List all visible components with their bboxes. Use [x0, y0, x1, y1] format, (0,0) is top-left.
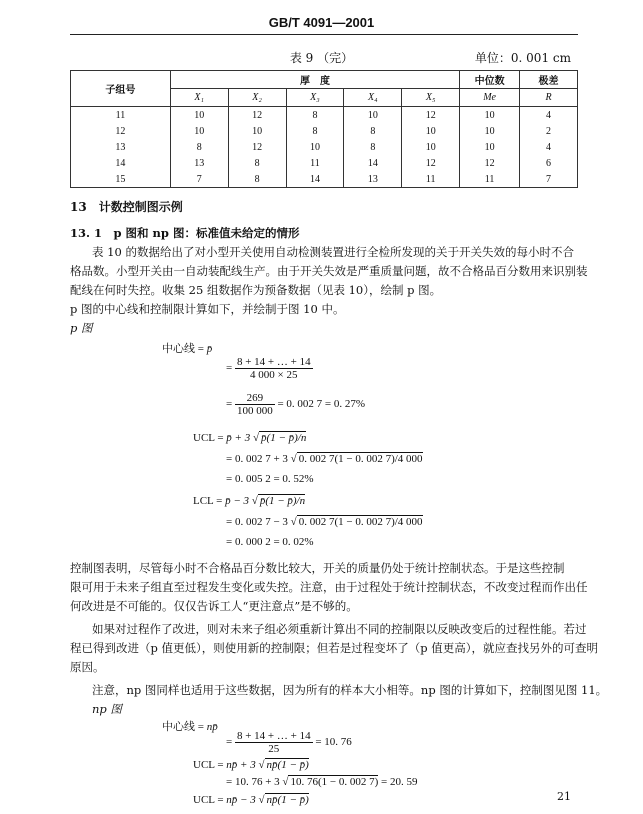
- header-x5: X₅: [402, 89, 460, 107]
- table-cell: 8: [344, 139, 402, 155]
- page-header: GB/T 4091—2001: [268, 15, 375, 30]
- para4-line3: 原因。: [70, 660, 105, 674]
- p-lcl-formula-row: LCL = p̄ − 3 √ p̄(1 − p̄)/n: [193, 495, 306, 507]
- table-cell: 8: [344, 123, 402, 139]
- para3-line3: 何改进是不可能的。仅仅告诉工人“更注意点”是不够的。: [70, 599, 358, 613]
- np-center-line: [162, 718, 218, 734]
- table-unit: 单位：0. 001 cm: [474, 51, 571, 65]
- table-cell: 11: [460, 171, 520, 188]
- table-cell: 12: [228, 107, 286, 124]
- table-cell: 10: [402, 139, 460, 155]
- p-lcl-formula: p̄ − 3: [225, 495, 250, 507]
- header-x1: X₁: [170, 89, 228, 107]
- table-cell: 8: [228, 171, 286, 188]
- p-lcl-sqrt: p̄(1 − p̄)/n: [259, 495, 306, 507]
- table-cell: 4: [520, 139, 578, 155]
- para4-line2: 程已得到改进（p 值更低），则使用新的控制限；但若是过程变坏了（p 值更高），就应查找另外的可查明: [70, 641, 599, 655]
- header-thickness: 厚 度: [170, 71, 459, 89]
- table-row: [71, 155, 578, 171]
- header-x2: X₂: [228, 89, 286, 107]
- table-cell: 10: [170, 123, 228, 139]
- table-cell: 7: [520, 171, 578, 188]
- table-cell: 11: [71, 107, 171, 124]
- p-cl-label: 中心线 =: [162, 343, 204, 355]
- np-cl-label: 中心线 =: [162, 721, 204, 733]
- np-cl-denominator: 25: [268, 743, 280, 755]
- p-ucl-label: UCL =: [193, 432, 224, 444]
- para5-line1: 注意，np 图同样也适用于这些数据，因为所有的样本大小相等。np 图的计算如下，控制图见图 11。: [92, 683, 608, 697]
- para1-line1: 表 10 的数据给出了对小型开关使用自动检测装置进行全检所发现的关于开关失效的每小时不合: [92, 245, 574, 259]
- table-cell: 10: [460, 107, 520, 124]
- header-rule: [70, 34, 578, 35]
- table-cell: 13: [344, 171, 402, 188]
- table-row: [71, 171, 578, 188]
- table-cell: 12: [402, 155, 460, 171]
- table-cell: 14: [286, 171, 344, 188]
- table-cell: 10: [228, 123, 286, 139]
- table-cell: 14: [71, 155, 171, 171]
- table-cell: 10: [286, 139, 344, 155]
- table-cell: 12: [71, 123, 171, 139]
- table-row: [71, 123, 578, 139]
- para3-line2: 限可用于未来子组直至过程发生变化或失控。注意，由于过程处于统计控制状态，不改变过程而作出任: [70, 580, 588, 594]
- header-range-symbol: R: [520, 89, 578, 107]
- table-cell: 12: [402, 107, 460, 124]
- np-lcl-formula: np̄ − 3: [226, 794, 256, 806]
- np-ucl-subst: = 10. 76 + 3: [226, 776, 280, 788]
- p-cl-denominator-2: 100 000: [236, 405, 273, 417]
- table-cell: 7: [170, 171, 228, 188]
- table-row: [71, 139, 578, 155]
- table-cell: 2: [520, 123, 578, 139]
- np-ucl-subst-sqrt: 10. 76(1 − 0. 002 7): [290, 776, 379, 788]
- para1-line3: 配线在何时失控。收集 25 组数据作为预备数据（见表 10），绘制 p 图。: [70, 283, 442, 297]
- table-cell: 10: [460, 139, 520, 155]
- p-ucl-formula: p̄ + 3: [226, 432, 251, 444]
- para4-line1: 如果对过程作了改进，则对未来子组必须重新计算出不同的控制限以反映改变后的过程性能。若过: [92, 622, 587, 636]
- p-cl-fraction-row: = $\frac{8 + 14 + \dots + 14}{4 000 \times 25}$: [226, 356, 311, 381]
- table-cell: 14: [344, 155, 402, 171]
- p-center-line: [162, 340, 212, 356]
- table-row: [71, 107, 578, 124]
- np-lcl-formula-row: UCL = np̄ − 3 √ np̄(1 − p̄): [193, 794, 309, 806]
- np-chart-label: np 图: [92, 702, 122, 716]
- np-ucl-label: UCL =: [193, 759, 224, 771]
- p-lcl-subst: = 0. 002 7 − 3: [226, 516, 288, 528]
- thickness-table: [70, 70, 578, 188]
- table-cell: 10: [402, 123, 460, 139]
- para3-line1: 控制图表明，尽管每小时不合格品百分数比较大，开关的质量仍处于统计控制状态。于是这些控制: [70, 561, 565, 575]
- table-cell: 13: [170, 155, 228, 171]
- table-cell: 11: [402, 171, 460, 188]
- table-cell: 10: [344, 107, 402, 124]
- np-cl-fraction-row: = $\frac{8 + 14 + \dots + 14}{25}$ = 10. 76: [226, 730, 352, 755]
- header-median-symbol: Me: [460, 89, 520, 107]
- p-ucl-subst-sqrt: 0. 002 7(1 − 0. 002 7)/4 000: [298, 453, 423, 465]
- header-range: 极差: [520, 71, 578, 89]
- np-ucl-result: = 20. 59: [381, 776, 418, 788]
- p-ucl-sqrt: p̄(1 − p̄)/n: [261, 432, 307, 444]
- np-lcl-label: UCL =: [193, 794, 224, 806]
- p-cl-result-row: = $\frac{269}{100 000}$ = 0. 002 7 = 0. 27%: [226, 392, 366, 417]
- np-ucl-sqrt: np̄(1 − p̄): [266, 759, 309, 771]
- np-cl-symbol: np̄: [206, 721, 218, 733]
- p-lcl-label: LCL =: [193, 495, 223, 507]
- table-cell: 10: [460, 123, 520, 139]
- table-cell: 11: [286, 155, 344, 171]
- p-cl-symbol: p̄: [206, 343, 213, 355]
- p-cl-result: = 0. 002 7 = 0. 27%: [277, 398, 366, 411]
- p-lcl-result: = 0. 000 2 = 0. 02%: [226, 536, 314, 548]
- table-cell: 4: [520, 107, 578, 124]
- table-cell: 6: [520, 155, 578, 171]
- section-13-1-title: 13. 1 p 图和 np 图：标准值未给定的情形: [70, 226, 300, 240]
- np-cl-numerator: 8 + 14 + … + 14: [236, 730, 311, 742]
- np-ucl-formula: np̄ + 3: [226, 759, 256, 771]
- para1-line2: 格品数。小型开关由一自动装配线生产。由于开关失效是严重质量问题，故不合格品百分数用来识别装: [70, 264, 588, 278]
- header-x4: X₄: [344, 89, 402, 107]
- np-ucl-subst-row: = 10. 76 + 3 √ 10. 76(1 − 0. 002 7) = 20. 59: [226, 776, 418, 788]
- table-cell: 8: [228, 155, 286, 171]
- header-subgroup: 子组号: [71, 71, 171, 107]
- para2-line1: p 图的中心线和控制限计算如下，并绘制于图 10 中。: [70, 302, 345, 316]
- table-cell: 13: [71, 139, 171, 155]
- p-ucl-subst-row: = 0. 002 7 + 3 √ 0. 002 7(1 − 0. 002 7)/4 000: [226, 453, 423, 465]
- header-x3: X₃: [286, 89, 344, 107]
- header-median: 中位数: [460, 71, 520, 89]
- p-ucl-formula-row: UCL = p̄ + 3 √ p̄(1 − p̄)/n: [193, 432, 307, 444]
- table-cell: 8: [286, 107, 344, 124]
- p-chart-label: p 图: [70, 321, 93, 335]
- np-ucl-formula-row: UCL = np̄ + 3 √ np̄(1 − p̄): [193, 759, 309, 771]
- table-cell: 8: [170, 139, 228, 155]
- p-ucl-result: = 0. 005 2 = 0. 52%: [226, 473, 314, 485]
- table-caption: 表 9 （完）: [289, 51, 354, 65]
- table-cell: 8: [286, 123, 344, 139]
- np-cl-result: = 10. 76: [315, 736, 352, 749]
- p-cl-numerator: 8 + 14 + … + 14: [236, 356, 311, 368]
- np-lcl-sqrt: np̄(1 − p̄): [266, 794, 309, 806]
- p-lcl-subst-sqrt: 0. 002 7(1 − 0. 002 7)/4 000: [298, 516, 423, 528]
- p-lcl-subst-row: = 0. 002 7 − 3 √ 0. 002 7(1 − 0. 002 7)/4 000: [226, 516, 423, 528]
- table-cell: 12: [460, 155, 520, 171]
- section-13-title: 13 计数控制图示例: [70, 200, 183, 214]
- table-cell: 12: [228, 139, 286, 155]
- p-cl-denominator: 4 000 × 25: [250, 369, 298, 381]
- p-ucl-subst: = 0. 002 7 + 3: [226, 453, 288, 465]
- page-number: 21: [557, 790, 571, 803]
- p-cl-numerator-2: 269: [235, 392, 275, 405]
- table-cell: 15: [71, 171, 171, 188]
- table-cell: 10: [170, 107, 228, 124]
